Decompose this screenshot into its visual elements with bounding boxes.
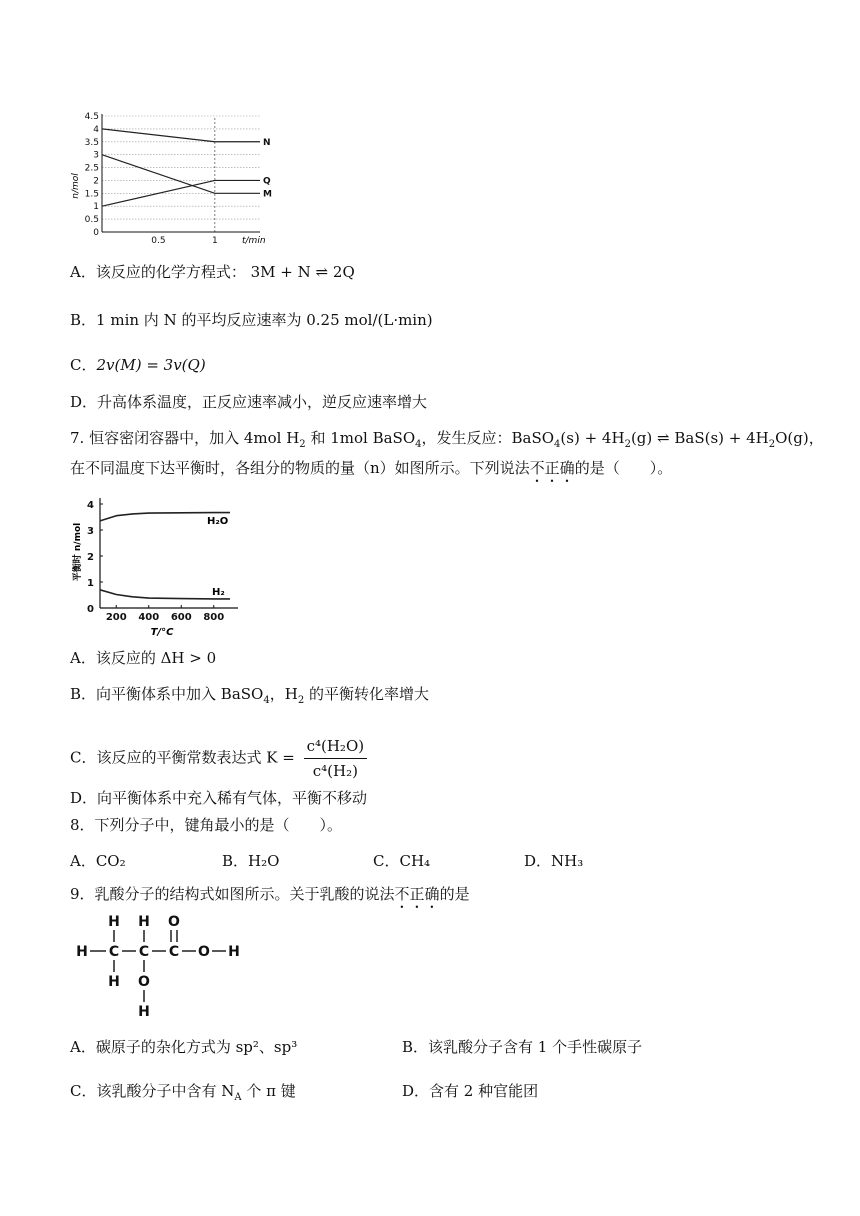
atom-h: H (138, 914, 150, 930)
q7-option-b: B．向平衡体系中加入 BaSO$_4$，$H_2$ 的平衡转化率增大 (70, 685, 429, 706)
series-line-m (102, 155, 260, 194)
x-tick-label: 800 (203, 612, 225, 623)
y-tick-label: 0 (87, 604, 94, 615)
y-tick-label: 1.5 (84, 189, 99, 200)
chart2-ylabel: 平衡时 n/mol (73, 522, 83, 582)
lactic-acid-structure (70, 908, 250, 1020)
y-tick-label: 3 (93, 150, 99, 161)
x-tick-label: 400 (138, 612, 160, 623)
q8-stem: 8．下列分子中，键角最小的是（ ）。 (70, 816, 343, 834)
y-tick-label: 0 (93, 228, 99, 238)
equilibrium-constant-fraction: $\frac{\text{c⁴(H₂O)}}{\text{c⁴(H₂)}}$ (304, 736, 368, 781)
atom-h: H (138, 1004, 150, 1020)
atom-h: H (108, 974, 120, 990)
x-tick-label: 600 (170, 612, 192, 623)
q7-option-d: D．向平衡体系中充入稀有气体，平衡不移动 (70, 789, 368, 807)
atom-h: H (76, 944, 88, 960)
atom-c: C (108, 944, 120, 960)
atom-h: H (228, 944, 240, 960)
atom-o: O (198, 944, 210, 960)
chart2-label-h2o: H₂O (207, 516, 229, 527)
q8-option-c: C．CH₄ (373, 852, 431, 870)
chart2-xlabel: T/°C (150, 627, 174, 638)
chart1-ylabel: n/mol (71, 173, 81, 199)
chart2-label-h2: H₂ (212, 587, 225, 598)
q7-stem-line1: 7. 恒容密闭容器中，加入 4mol $H_2$ 和 1mol BaSO$_4$，发生反应：BaSO$_4$(s) + $4H_2(g)$ ⇌ $BaS(s) + 4H_2O(g)$， (70, 429, 824, 450)
q9-option-a: A．碳原子的杂化方式为 sp²、sp³ (70, 1038, 298, 1056)
q8-option-b: B．H₂O (222, 852, 280, 870)
x-tick-label: 200 (105, 612, 127, 623)
q8-option-a: A．CO₂ (70, 852, 126, 870)
x-tick-label: 0.5 (151, 236, 166, 246)
q9-stem: 9．乳酸分子的结构式如图所示。关于乳酸的说法不正确的是 (70, 885, 470, 903)
y-tick-label: 1 (87, 578, 94, 589)
y-tick-label: 4 (93, 124, 99, 135)
q8-option-d: D．NH₃ (524, 852, 584, 870)
q9-option-b: B．该乳酸分子含有 1 个手性碳原子 (402, 1038, 643, 1056)
y-tick-label: 2 (93, 176, 99, 187)
q6-option-d: D．升高体系温度，正反应速率减小，逆反应速率增大 (70, 393, 428, 411)
chart1-xlabel: t/min (242, 236, 266, 246)
q6-option-b: B．1 min 内 N 的平均反应速率为 0.25 mol/(L·min) (70, 311, 433, 329)
q7-option-c: C．该反应的平衡常数表达式 K = $\frac{\text{c⁴(H₂O)}}{\text{c⁴(H₂)}}$ (70, 736, 367, 781)
atom-h: H (108, 914, 120, 930)
y-tick-label: 0.5 (84, 215, 99, 226)
q9-option-d: D．含有 2 种官能团 (402, 1082, 539, 1100)
q9-option-c: C．该乳酸分子中含有 $N_A$ 个 π 键 (70, 1082, 296, 1103)
q6-option-c: C．2v(M) = 3v(Q) (70, 356, 206, 374)
y-tick-label: 1 (93, 202, 99, 213)
atom-o: O (138, 974, 150, 990)
y-tick-label: 2 (87, 552, 94, 563)
series-label-n: N (263, 137, 271, 148)
q7-stem-line2: 在不同温度下达平衡时，各组分的物质的量（n）如图所示。下列说法不正确的是（ ）。 (70, 459, 673, 477)
y-tick-label: 4.5 (84, 112, 99, 122)
x-tick-label: 1 (211, 236, 218, 246)
series-curve (100, 590, 230, 599)
y-tick-label: 3.5 (84, 137, 99, 148)
series-label-m: M (263, 189, 272, 200)
y-tick-label: 4 (87, 500, 94, 511)
atom-c: C (168, 944, 180, 960)
series-line-n (102, 129, 260, 142)
y-tick-label: 3 (87, 526, 94, 537)
y-tick-label: 2.5 (84, 163, 99, 174)
atom-c: C (138, 944, 150, 960)
chart-moles-vs-time (70, 108, 280, 248)
series-label-q: Q (263, 176, 271, 187)
atom-o: O (168, 914, 180, 930)
q7-option-a: A．该反应的 ΔH > 0 (70, 649, 217, 667)
q6-option-a: A．该反应的化学方程式： 3M + N ⇌ 2Q (70, 263, 355, 281)
chart-equilibrium-moles-vs-temperature (70, 492, 250, 640)
